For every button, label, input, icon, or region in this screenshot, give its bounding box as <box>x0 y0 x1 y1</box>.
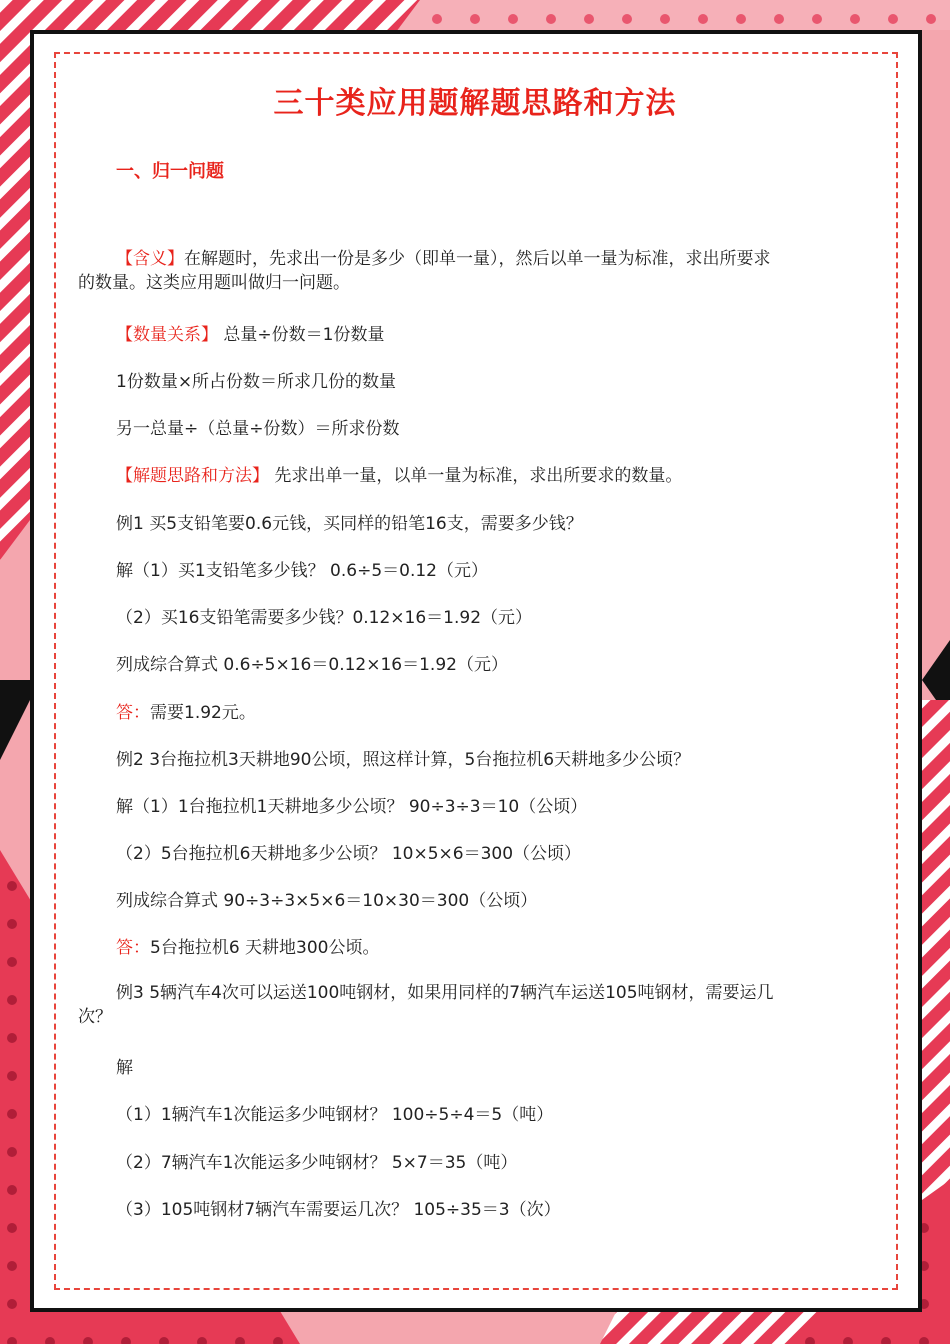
example-2-combined: 列成综合算式 90÷3÷3×5×6＝10×30＝300（公顷） <box>116 891 538 911</box>
example-3-step-1: （1）1辆汽车1次能运多少吨钢材？ 100÷5÷4＝5（吨） <box>116 1105 554 1125</box>
example-1-answer <box>116 698 256 723</box>
example-3-step-2: （2）7辆汽车1次能运多少吨钢材？ 5×7＝35（吨） <box>116 1153 518 1173</box>
method-line <box>116 461 682 486</box>
relation-line-1 <box>116 320 384 345</box>
section-heading: 一、归一问题 <box>116 161 224 182</box>
example-1-step-1: 解（1）买1支铅笔多少钱？ 0.6÷5＝0.12（元） <box>116 561 488 581</box>
meaning-paragraph <box>78 247 780 295</box>
example-2-step-2: （2）5台拖拉机6天耕地多少公顷？ 10×5×6＝300（公顷） <box>116 844 582 864</box>
answer-label: 答： <box>116 703 150 723</box>
meaning-label: 【含义】 <box>116 249 184 269</box>
example-3-solution-label: 解 <box>116 1058 133 1078</box>
example-1-combined: 列成综合算式 0.6÷5×16＝0.12×16＝1.92（元） <box>116 655 508 675</box>
relation-label: 【数量关系】 <box>116 325 218 345</box>
meaning-text: 在解题时，先求出一份是多少（即单一量），然后以单一量为标准，求出所要求的数量。这类应用题叫做归一问题。 <box>78 249 771 293</box>
example-2-answer-text: 5台拖拉机6 天耕地300公顷。 <box>150 938 380 958</box>
example-1-answer-text: 需要1.92元。 <box>150 703 256 723</box>
relation-line-3: 另一总量÷（总量÷份数）＝所求份数 <box>116 419 400 439</box>
example-3-step-3: （3）105吨钢材7辆汽车需要运几次？ 105÷35＝3（次） <box>116 1200 561 1220</box>
relation-line-2: 1份数量×所占份数＝所求几份的数量 <box>116 372 397 392</box>
example-3-question <box>78 981 780 1029</box>
example-2-step-1: 解（1）1台拖拉机1天耕地多少公顷？ 90÷3÷3＝10（公顷） <box>116 797 588 817</box>
page-title: 三十类应用题解题思路和方法 <box>273 86 677 121</box>
relation-1-text: 总量÷份数＝1份数量 <box>218 325 385 345</box>
example-3-question-text: 例3 5辆汽车4次可以运送100吨钢材，如果用同样的7辆汽车运送105吨钢材，需要运几次？ <box>78 983 774 1027</box>
method-text: 先求出单一量，以单一量为标准，求出所要求的数量。 <box>269 466 683 486</box>
answer-label: 答： <box>116 938 150 958</box>
method-label: 【解题思路和方法】 <box>116 466 269 486</box>
example-2-answer <box>116 933 379 958</box>
example-1-step-2: （2）买16支铅笔需要多少钱？0.12×16＝1.92（元） <box>116 608 533 628</box>
example-1-question: 例1 买5支铅笔要0.6元钱，买同样的铅笔16支，需要多少钱？ <box>116 514 583 534</box>
example-2-question: 例2 3台拖拉机3天耕地90公顷，照这样计算，5台拖拉机6天耕地多少公顷？ <box>116 750 691 770</box>
